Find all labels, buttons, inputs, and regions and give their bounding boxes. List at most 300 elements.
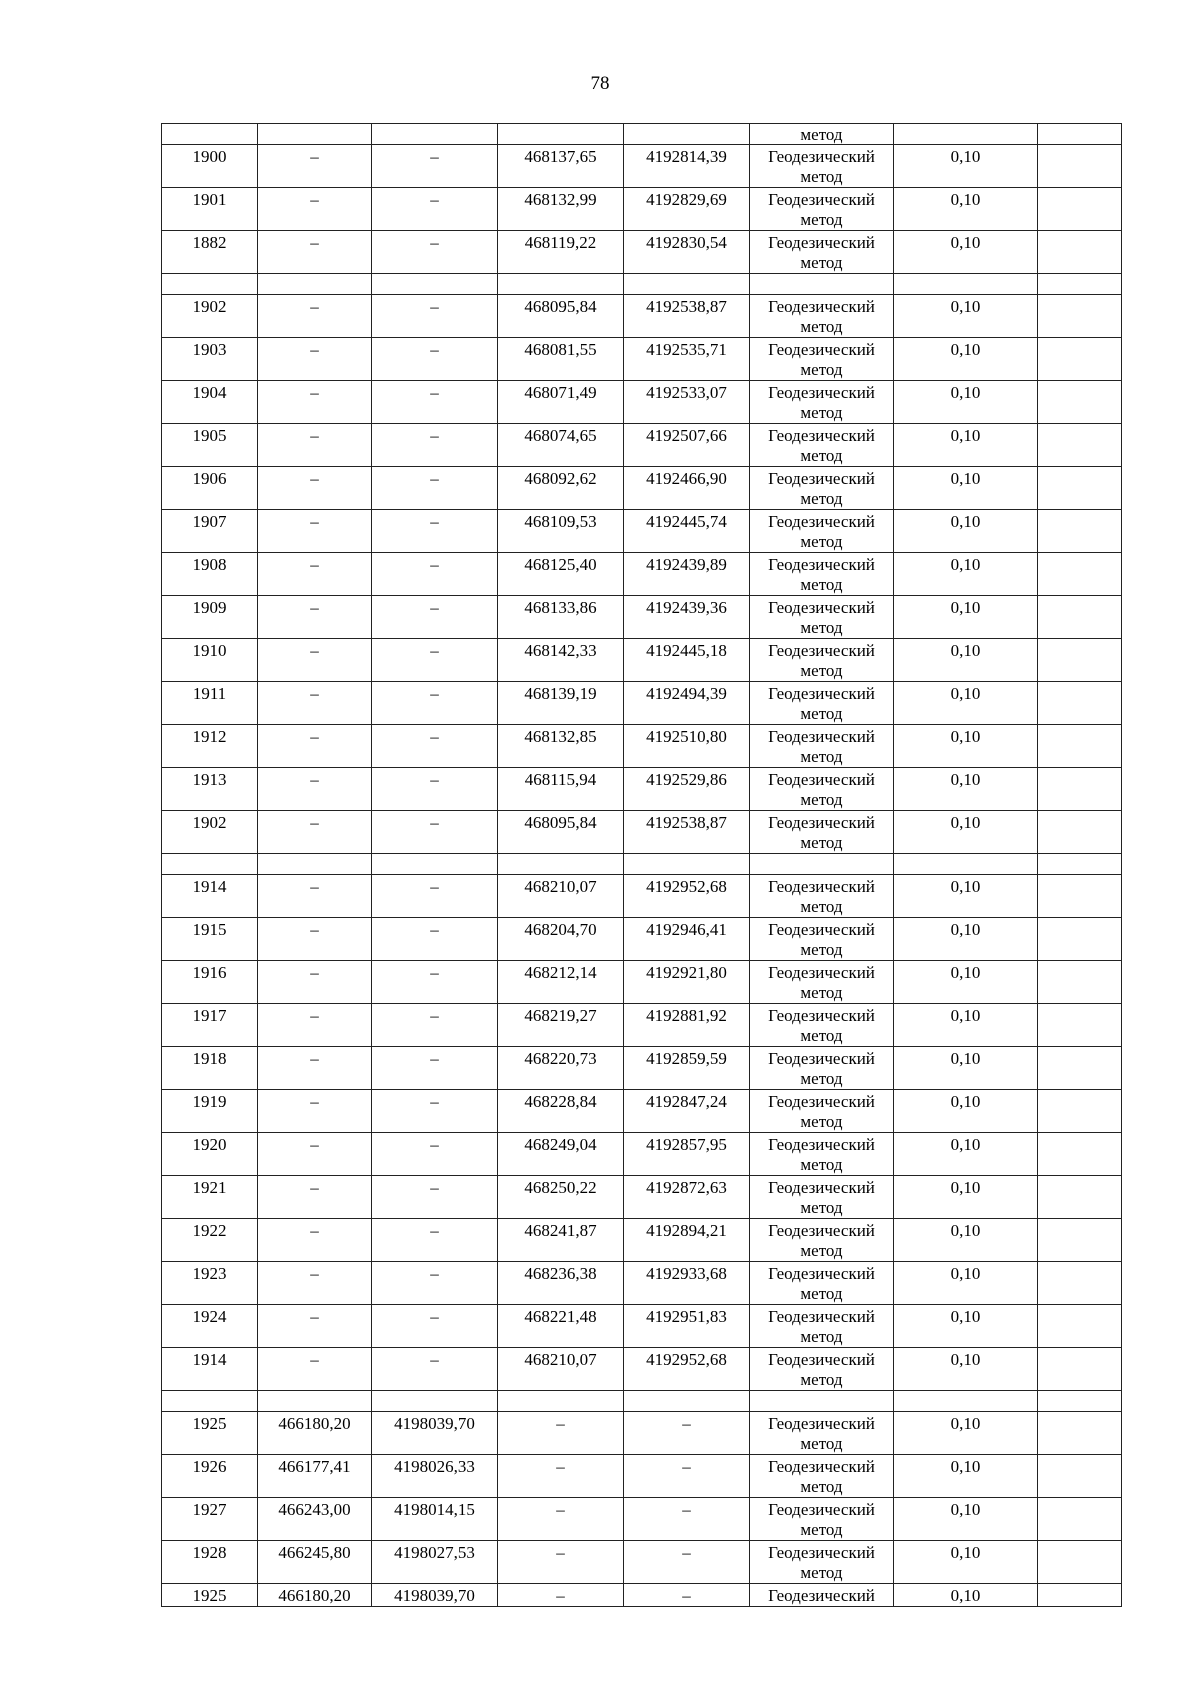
cell-point-id — [162, 295, 258, 338]
method-line-2: метод — [800, 1284, 843, 1303]
cell-x-new — [498, 1133, 624, 1176]
cell-accuracy-text: 0,10 — [950, 555, 981, 574]
cell-accuracy-text: 0,10 — [950, 1543, 981, 1562]
cell-point-id-text: 1910 — [192, 641, 227, 660]
empty-cell — [1038, 1391, 1122, 1412]
method-line-2: метод — [800, 1370, 843, 1389]
cell-y-new-text: 4192529,86 — [646, 770, 727, 789]
cell-extra — [1038, 231, 1122, 274]
empty-cell — [1038, 854, 1122, 875]
cell-x-old — [258, 768, 372, 811]
method-line-1: Геодезический — [768, 1500, 875, 1519]
table-row — [162, 1305, 1122, 1348]
cell-y-new — [624, 1412, 750, 1455]
cell-y-new — [624, 1219, 750, 1262]
method-line-1: Геодезический — [768, 684, 875, 703]
method-line-1: Геодезический — [768, 512, 875, 531]
cell-point-id-text: 1913 — [192, 770, 227, 789]
cell-x-new-text: 468095,84 — [524, 297, 597, 316]
cell-x-new-text: 468071,49 — [524, 383, 597, 402]
cell-x-old-text: – — [310, 190, 319, 209]
method-line-2: метод — [800, 403, 843, 422]
table-row — [162, 725, 1122, 768]
cell-point-id-text: 1906 — [192, 469, 227, 488]
cell-y-new — [624, 467, 750, 510]
cell-extra — [1038, 768, 1122, 811]
table-row-separator — [162, 854, 1122, 875]
cell-point-id-text: 1914 — [192, 877, 227, 896]
method-line-1: Геодезический — [768, 641, 875, 660]
cell-x-new-text: 468125,40 — [524, 555, 597, 574]
cell-y-new-text: – — [682, 1586, 691, 1605]
cell-y-old — [372, 1219, 498, 1262]
method-line-1: Геодезический — [768, 1350, 875, 1369]
cell-y-new-text: 4192952,68 — [646, 1350, 727, 1369]
cell-y-new — [624, 1498, 750, 1541]
table-row — [162, 1412, 1122, 1455]
cell-method — [750, 918, 894, 961]
cell-method — [750, 1348, 894, 1391]
table-row-separator — [162, 1391, 1122, 1412]
method-line-2: метод — [800, 747, 843, 766]
cell-accuracy-text: 0,10 — [950, 1586, 981, 1605]
table-row — [162, 1047, 1122, 1090]
cell-x-new-text: 468212,14 — [524, 963, 597, 982]
cell-x-new — [498, 1176, 624, 1219]
cell-x-old — [258, 918, 372, 961]
cell-method — [750, 338, 894, 381]
method-line-2: метод — [800, 1069, 843, 1088]
cell-accuracy — [894, 1176, 1038, 1219]
cell-x-new — [498, 124, 624, 145]
cell-y-new-text: 4192466,90 — [646, 469, 727, 488]
cell-accuracy — [894, 553, 1038, 596]
cell-y-old-text: – — [430, 426, 439, 445]
cell-y-old-text: – — [430, 684, 439, 703]
cell-extra — [1038, 1305, 1122, 1348]
cell-y-new-text: 4192494,39 — [646, 684, 727, 703]
cell-accuracy-text: 0,10 — [950, 1049, 981, 1068]
cell-point-id — [162, 1498, 258, 1541]
cell-accuracy — [894, 295, 1038, 338]
table-row — [162, 1219, 1122, 1262]
cell-accuracy — [894, 918, 1038, 961]
cell-y-new — [624, 188, 750, 231]
cell-method — [750, 510, 894, 553]
method-line-1: Геодезический — [768, 383, 875, 402]
cell-x-new — [498, 1498, 624, 1541]
cell-y-old — [372, 338, 498, 381]
cell-x-old-text: – — [310, 340, 319, 359]
table-row — [162, 1541, 1122, 1584]
cell-x-new — [498, 424, 624, 467]
table-row — [162, 231, 1122, 274]
cell-y-old-text: 4198039,70 — [394, 1586, 475, 1605]
empty-cell — [372, 274, 498, 295]
cell-y-new-text: 4192445,74 — [646, 512, 727, 531]
cell-x-old-text: 466180,20 — [278, 1414, 351, 1433]
cell-accuracy-text: 0,10 — [950, 727, 981, 746]
cell-y-new — [624, 1584, 750, 1607]
cell-x-old — [258, 1348, 372, 1391]
cell-x-old-text: 466243,00 — [278, 1500, 351, 1519]
table-row — [162, 1584, 1122, 1607]
cell-x-old — [258, 188, 372, 231]
cell-y-new — [624, 596, 750, 639]
cell-x-old-text: – — [310, 641, 319, 660]
empty-cell — [894, 274, 1038, 295]
cell-y-new — [624, 1305, 750, 1348]
cell-method — [750, 553, 894, 596]
cell-y-old-text: 4198014,15 — [394, 1500, 475, 1519]
cell-x-old-text: – — [310, 1350, 319, 1369]
cell-method — [750, 725, 894, 768]
cell-accuracy — [894, 1348, 1038, 1391]
method-line-1: Геодезический — [768, 1414, 875, 1433]
cell-point-id — [162, 1133, 258, 1176]
cell-method — [750, 1305, 894, 1348]
cell-x-old — [258, 1498, 372, 1541]
cell-extra — [1038, 811, 1122, 854]
cell-y-new — [624, 961, 750, 1004]
cell-extra — [1038, 1090, 1122, 1133]
cell-x-new — [498, 1090, 624, 1133]
cell-extra — [1038, 467, 1122, 510]
cell-accuracy — [894, 1455, 1038, 1498]
cell-y-new — [624, 124, 750, 145]
method-line-2: метод — [800, 1155, 843, 1174]
cell-accuracy — [894, 1412, 1038, 1455]
cell-point-id — [162, 725, 258, 768]
cell-method — [750, 381, 894, 424]
method-line-2: метод — [800, 360, 843, 379]
cell-y-new — [624, 1047, 750, 1090]
table-row — [162, 596, 1122, 639]
cell-y-old — [372, 1047, 498, 1090]
cell-x-old — [258, 510, 372, 553]
table-row — [162, 1262, 1122, 1305]
cell-x-new-text: 468137,65 — [524, 147, 597, 166]
cell-x-old — [258, 1584, 372, 1607]
method-line-1: Геодезический — [768, 1221, 875, 1240]
cell-accuracy-text: 0,10 — [950, 147, 981, 166]
cell-y-new-text: 4192445,18 — [646, 641, 727, 660]
cell-y-old-text: – — [430, 598, 439, 617]
cell-accuracy — [894, 1262, 1038, 1305]
cell-method — [750, 682, 894, 725]
method-line-2: метод — [800, 1520, 843, 1539]
cell-y-old — [372, 1176, 498, 1219]
cell-point-id-text: 1928 — [192, 1543, 227, 1562]
cell-point-id-text: 1914 — [192, 1350, 227, 1369]
method-line-1: Геодезический — [768, 1457, 875, 1476]
cell-x-old-text: – — [310, 1264, 319, 1283]
cell-accuracy — [894, 961, 1038, 1004]
cell-accuracy — [894, 1498, 1038, 1541]
cell-x-old-text: – — [310, 1049, 319, 1068]
cell-extra — [1038, 1584, 1122, 1607]
cell-x-new-text: 468081,55 — [524, 340, 597, 359]
cell-x-new-text: 468210,07 — [524, 1350, 597, 1369]
cell-x-old — [258, 1219, 372, 1262]
empty-cell — [624, 854, 750, 875]
cell-extra — [1038, 424, 1122, 467]
cell-accuracy — [894, 1133, 1038, 1176]
cell-point-id — [162, 875, 258, 918]
cell-point-id — [162, 188, 258, 231]
cell-y-old — [372, 875, 498, 918]
cell-accuracy — [894, 338, 1038, 381]
cell-accuracy — [894, 1004, 1038, 1047]
cell-x-old — [258, 1133, 372, 1176]
cell-accuracy-text: 0,10 — [950, 340, 981, 359]
cell-x-new — [498, 1305, 624, 1348]
cell-y-old-text: – — [430, 877, 439, 896]
cell-y-old — [372, 725, 498, 768]
cell-y-new-text: 4192881,92 — [646, 1006, 727, 1025]
cell-method — [750, 1262, 894, 1305]
cell-x-new — [498, 725, 624, 768]
cell-method — [750, 811, 894, 854]
cell-x-old-text: – — [310, 297, 319, 316]
cell-x-new — [498, 1348, 624, 1391]
cell-point-id — [162, 1047, 258, 1090]
cell-y-old-text: – — [430, 920, 439, 939]
empty-cell — [894, 854, 1038, 875]
method-line-1: Геодезический — [768, 770, 875, 789]
table-row — [162, 1455, 1122, 1498]
method-line-2: метод — [800, 167, 843, 186]
cell-accuracy — [894, 424, 1038, 467]
cell-extra — [1038, 381, 1122, 424]
method-line-2: метод — [800, 618, 843, 637]
table-row — [162, 918, 1122, 961]
cell-x-new-text: 468132,85 — [524, 727, 597, 746]
cell-y-old — [372, 1348, 498, 1391]
method-line-1: Геодезический — [768, 727, 875, 746]
cell-x-old — [258, 596, 372, 639]
cell-y-new — [624, 338, 750, 381]
cell-accuracy-text: 0,10 — [950, 813, 981, 832]
cell-y-old-text: – — [430, 1307, 439, 1326]
cell-accuracy-text: 0,10 — [950, 1092, 981, 1111]
cell-extra — [1038, 338, 1122, 381]
cell-y-old-text: – — [430, 233, 439, 252]
cell-x-new-text: 468095,84 — [524, 813, 597, 832]
cell-extra — [1038, 1541, 1122, 1584]
cell-x-old — [258, 1176, 372, 1219]
cell-x-new — [498, 918, 624, 961]
cell-point-id-text: 1904 — [192, 383, 227, 402]
cell-accuracy-text: 0,10 — [950, 1135, 981, 1154]
cell-y-new — [624, 918, 750, 961]
cell-extra — [1038, 1498, 1122, 1541]
cell-x-new — [498, 1004, 624, 1047]
cell-x-old-text: – — [310, 770, 319, 789]
cell-point-id — [162, 811, 258, 854]
cell-y-old-text: – — [430, 190, 439, 209]
cell-point-id — [162, 1004, 258, 1047]
method-line-1: Геодезический — [768, 1307, 875, 1326]
cell-x-new-text: 468119,22 — [524, 233, 597, 252]
cell-point-id-text: 1907 — [192, 512, 227, 531]
cell-method — [750, 1584, 894, 1607]
cell-y-old — [372, 124, 498, 145]
cell-x-old-text: – — [310, 813, 319, 832]
cell-y-new — [624, 811, 750, 854]
cell-accuracy-text: 0,10 — [950, 1350, 981, 1369]
cell-y-new-text: 4192814,39 — [646, 147, 727, 166]
cell-point-id — [162, 918, 258, 961]
cell-x-old — [258, 1305, 372, 1348]
table-row — [162, 961, 1122, 1004]
cell-y-old-text: – — [430, 1135, 439, 1154]
cell-y-old — [372, 682, 498, 725]
cell-accuracy — [894, 1047, 1038, 1090]
empty-cell — [372, 854, 498, 875]
cell-y-new-text: 4192538,87 — [646, 813, 727, 832]
cell-x-old-text: – — [310, 512, 319, 531]
cell-x-new-text: – — [556, 1543, 565, 1562]
cell-y-old-text: – — [430, 383, 439, 402]
cell-x-new-text: 468210,07 — [524, 877, 597, 896]
empty-cell — [1038, 274, 1122, 295]
cell-y-old-text: – — [430, 297, 439, 316]
cell-y-old — [372, 231, 498, 274]
table-row — [162, 1133, 1122, 1176]
empty-cell — [624, 274, 750, 295]
cell-method — [750, 639, 894, 682]
cell-point-id — [162, 596, 258, 639]
cell-y-old-text: – — [430, 1178, 439, 1197]
cell-y-old — [372, 1584, 498, 1607]
empty-cell — [750, 274, 894, 295]
cell-x-new — [498, 231, 624, 274]
cell-point-id — [162, 553, 258, 596]
coordinates-table — [161, 123, 1122, 1607]
cell-y-new — [624, 1176, 750, 1219]
cell-x-old-text: 466180,20 — [278, 1586, 351, 1605]
cell-accuracy — [894, 188, 1038, 231]
cell-y-new-text: 4192538,87 — [646, 297, 727, 316]
cell-y-old-text: – — [430, 963, 439, 982]
cell-x-old — [258, 682, 372, 725]
cell-accuracy-text: 0,10 — [950, 426, 981, 445]
cell-method — [750, 875, 894, 918]
cell-x-new-text: 468142,33 — [524, 641, 597, 660]
cell-method — [750, 596, 894, 639]
cell-x-new — [498, 1219, 624, 1262]
cell-y-old-text: – — [430, 1006, 439, 1025]
cell-x-new — [498, 682, 624, 725]
cell-x-old — [258, 961, 372, 1004]
cell-extra — [1038, 510, 1122, 553]
table-row — [162, 467, 1122, 510]
method-line-2: метод — [800, 1241, 843, 1260]
cell-x-old-text: – — [310, 920, 319, 939]
cell-y-new-text: 4192933,68 — [646, 1264, 727, 1283]
method-line-2: метод — [800, 1112, 843, 1131]
cell-x-new — [498, 381, 624, 424]
cell-x-new-text: 468236,38 — [524, 1264, 597, 1283]
method-line-1: Геодезический — [768, 555, 875, 574]
cell-x-new — [498, 1412, 624, 1455]
cell-x-old-text: 466245,80 — [278, 1543, 351, 1562]
cell-y-new-text: 4192857,95 — [646, 1135, 727, 1154]
cell-extra — [1038, 295, 1122, 338]
page-number: 78 — [590, 73, 610, 94]
cell-x-new-text: 468204,70 — [524, 920, 597, 939]
cell-x-old — [258, 1047, 372, 1090]
cell-extra — [1038, 145, 1122, 188]
cell-accuracy-text: 0,10 — [950, 233, 981, 252]
cell-y-old — [372, 1541, 498, 1584]
empty-cell — [258, 1391, 372, 1412]
cell-x-new-text: – — [556, 1500, 565, 1519]
cell-point-id — [162, 768, 258, 811]
empty-cell — [162, 274, 258, 295]
method-line-2: метод — [800, 790, 843, 809]
empty-cell — [750, 1391, 894, 1412]
cell-point-id — [162, 1412, 258, 1455]
cell-point-id — [162, 639, 258, 682]
cell-y-new — [624, 682, 750, 725]
cell-y-old — [372, 1004, 498, 1047]
cell-y-new-text: – — [682, 1457, 691, 1476]
cell-point-id — [162, 467, 258, 510]
cell-x-old-text: – — [310, 598, 319, 617]
method-line-1: Геодезический — [768, 147, 875, 166]
cell-x-new-text: 468241,87 — [524, 1221, 597, 1240]
cell-point-id-text: 1915 — [192, 920, 227, 939]
cell-point-id-text: 1925 — [192, 1586, 227, 1605]
cell-y-old — [372, 639, 498, 682]
cell-y-new — [624, 639, 750, 682]
cell-x-new-text: 468133,86 — [524, 598, 597, 617]
cell-x-old-text: – — [310, 1135, 319, 1154]
cell-y-old-text: – — [430, 641, 439, 660]
cell-point-id-text: 1917 — [192, 1006, 227, 1025]
cell-x-old-text: – — [310, 147, 319, 166]
empty-cell — [258, 274, 372, 295]
cell-method — [750, 768, 894, 811]
method-line-1: Геодезический — [768, 1586, 875, 1605]
cell-y-new — [624, 1004, 750, 1047]
cell-accuracy-text: 0,10 — [950, 1500, 981, 1519]
cell-y-new-text: 4192507,66 — [646, 426, 727, 445]
cell-point-id-text: 1900 — [192, 147, 227, 166]
cell-accuracy — [894, 124, 1038, 145]
cell-extra — [1038, 639, 1122, 682]
cell-y-new-text: 4192951,83 — [646, 1307, 727, 1326]
cell-method — [750, 424, 894, 467]
cell-y-old-text: 4198039,70 — [394, 1414, 475, 1433]
method-line-1: Геодезический — [768, 426, 875, 445]
cell-y-old — [372, 510, 498, 553]
cell-accuracy — [894, 768, 1038, 811]
cell-y-old — [372, 295, 498, 338]
method-line-1: Геодезический — [768, 469, 875, 488]
table-row — [162, 1348, 1122, 1391]
cell-method — [750, 1541, 894, 1584]
cell-y-old-text: – — [430, 727, 439, 746]
cell-point-id-text: 1901 — [192, 190, 227, 209]
cell-x-new — [498, 1584, 624, 1607]
cell-y-old — [372, 188, 498, 231]
cell-y-new-text: – — [682, 1414, 691, 1433]
cell-y-old — [372, 1455, 498, 1498]
cell-y-old-text: – — [430, 770, 439, 789]
